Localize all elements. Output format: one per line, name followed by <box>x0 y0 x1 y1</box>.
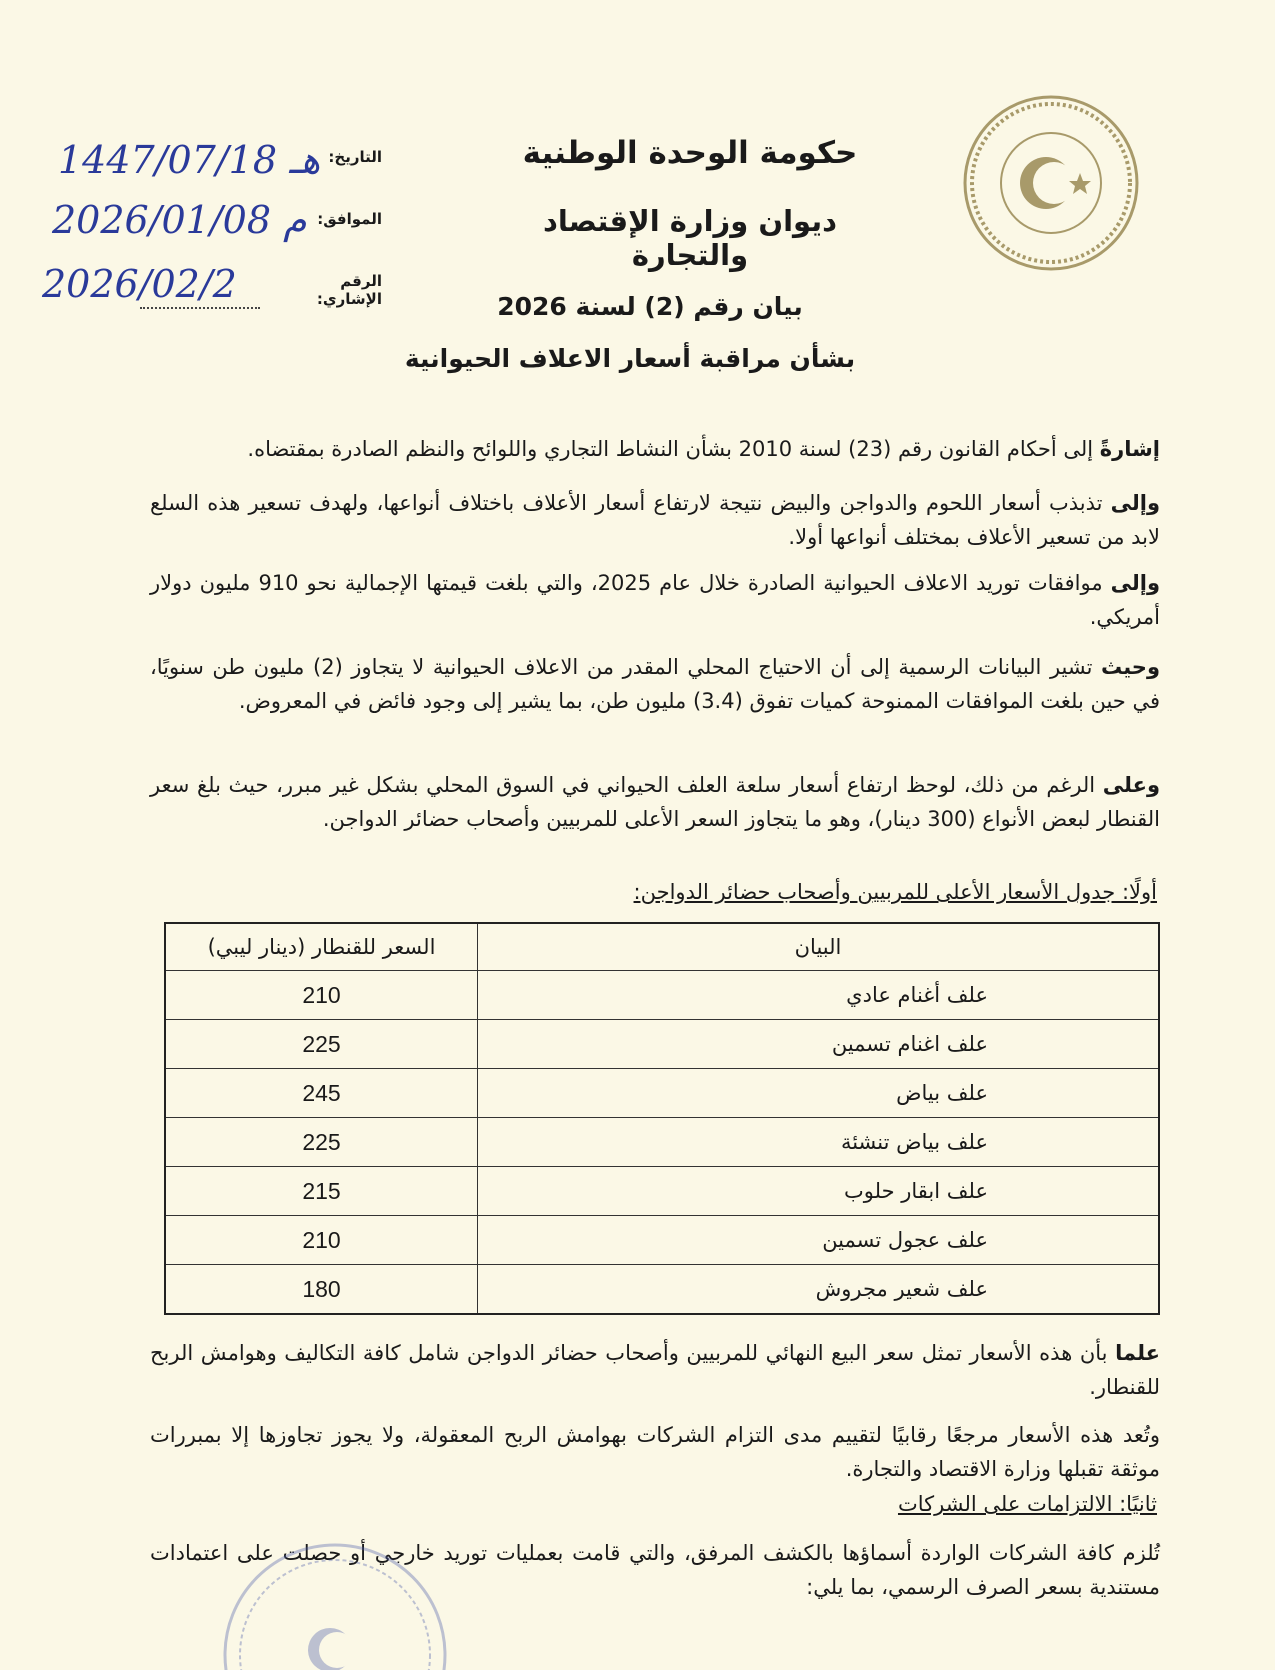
government-seal-icon <box>962 94 1140 272</box>
table-cell-item: علف عجول تسمين <box>478 1216 1160 1265</box>
table-row <box>165 1167 1159 1216</box>
table-cell-price: 245 <box>165 1069 478 1118</box>
paragraph-lead: وحيث <box>1101 655 1160 679</box>
table-cell-item: علف اغنام تسمين <box>478 1020 1160 1069</box>
official-stamp-icon <box>210 1530 460 1670</box>
feed-price-table <box>164 922 1160 1315</box>
date-label: التاريخ: <box>328 148 382 166</box>
paragraph-text: بأن هذه الأسعار تمثل سعر البيع النهائي للمربيين وأصحاب حضائر الدواجن شامل كافة التكاليف وهوامش الربح للقنطار. <box>150 1341 1160 1399</box>
paragraph-official-data <box>150 650 1160 718</box>
paragraph-reference <box>150 432 1160 466</box>
table-header-row <box>165 923 1159 971</box>
reference-underline <box>140 307 260 309</box>
paragraph-lead: وعلى <box>1102 773 1160 797</box>
paragraph-import-approvals <box>150 566 1160 634</box>
paragraph-lead: وإلى <box>1110 491 1160 515</box>
paragraph-text: موافقات توريد الاعلاف الحيوانية الصادرة خلال عام 2025، والتي بلغت قيمتها الإجمالية نحو 910 مليون دولار أمريكي. <box>150 571 1160 629</box>
paragraph-text: تذبذب أسعار اللحوم والدواجن والبيض نتيجة لارتفاع أسعار الأعلاف باختلاف أنواعها، ولهدف تسعير هذه السلع لابد من تسعير الأعلاف بمختلف أنواعها أولا. <box>150 491 1160 549</box>
paragraph-lead: وإلى <box>1110 571 1160 595</box>
table-cell-item: علف أغنام عادي <box>478 971 1160 1020</box>
table-row <box>165 1069 1159 1118</box>
table-cell-item: علف ابقار حلوب <box>478 1167 1160 1216</box>
paragraph-company-obligations: تُلزم كافة الشركات الواردة أسماؤها بالكشف المرفق، والتي قامت بعمليات توريد خارجي أو حصلت على اعتمادات مستندية بسعر الصرف الرسمي، بما يلي: <box>150 1541 1160 1599</box>
paragraph-price-increase <box>150 768 1160 836</box>
corresponding-date-label: الموافق: <box>317 210 382 228</box>
paragraph-price-fluctuation <box>150 486 1160 554</box>
paragraph-lead: علما <box>1115 1341 1160 1365</box>
meta-labels <box>318 148 382 334</box>
table-cell-price: 180 <box>165 1265 478 1315</box>
table-cell-price: 215 <box>165 1167 478 1216</box>
gregorian-date-value: 2026/01/08 م <box>52 198 307 242</box>
table-cell-price: 210 <box>165 971 478 1020</box>
paragraph-text: الرغم من ذلك، لوحظ ارتفاع أسعار سلعة العلف الحيواني في السوق المحلي بشكل غير مبرر، حيث بلغ سعر القنطار لبعض الأنواع (300 دينار)، وهو ما يتجاوز السعر الأعلى للمربيين وأصحاب حضائر الدواجن. <box>150 773 1160 831</box>
table-row <box>165 1216 1159 1265</box>
paragraph-final-price-note <box>150 1336 1160 1404</box>
ministry-name: ديوان وزارة الإقتصاد والتجارة <box>542 204 838 272</box>
table-cell-item: علف بياض تنشئة <box>478 1118 1160 1167</box>
column-header-item: البيان <box>478 923 1160 971</box>
section-heading-price-table: أولًا: جدول الأسعار الأعلى للمربيين وأصحاب حضائر الدواجن: <box>633 880 1157 904</box>
table-row <box>165 1118 1159 1167</box>
table-cell-item: علف شعير مجروش <box>478 1265 1160 1315</box>
table-row <box>165 971 1159 1020</box>
table-cell-price: 225 <box>165 1020 478 1069</box>
table-row <box>165 1020 1159 1069</box>
statement-title: بيان رقم (2) لسنة 2026 <box>497 292 803 321</box>
paragraph-text: إلى أحكام القانون رقم (23) لسنة 2010 بشأن النشاط التجاري واللوائح والنظم الصادرة بمقتضاه. <box>247 437 1100 461</box>
table-cell-price: 210 <box>165 1216 478 1265</box>
paragraph-reference-prices: وتُعد هذه الأسعار مرجعًا رقابيًا لتقييم مدى التزام الشركات بهوامش الربح المعقولة، ولا يجوز تجاوزها إلا بمبررات موثقة تقبلها وزارة الاقتصاد والتجارة. <box>150 1423 1160 1481</box>
table-row <box>165 1265 1159 1315</box>
paragraph-text: تشير البيانات الرسمية إلى أن الاحتياج المحلي المقدر من الاعلاف الحيوانية لا يتجاوز (2) مليون طن سنويًا، في حين بلغت الموافقات الممنوحة كميات تفوق (3.4) مليون طن، بما يشير إلى وجود فائض في المعروض. <box>150 655 1160 713</box>
paragraph-lead: إشارةً <box>1099 437 1160 461</box>
table-cell-price: 225 <box>165 1118 478 1167</box>
column-header-price: السعر للقنطار (دينار ليبي) <box>165 923 478 971</box>
table-cell-item: علف بياض <box>478 1069 1160 1118</box>
reference-label: الرقم الإشاري: <box>316 272 382 308</box>
hijri-date-value: 1447/07/18 هـ <box>58 138 321 182</box>
section-heading-obligations: ثانيًا: الالتزامات على الشركات <box>897 1492 1157 1516</box>
government-name: حكومة الوحدة الوطنية <box>522 135 858 171</box>
statement-subject: بشأن مراقبة أسعار الاعلاف الحيوانية <box>404 344 856 373</box>
reference-number-value: 2026/02/2 <box>42 262 237 306</box>
